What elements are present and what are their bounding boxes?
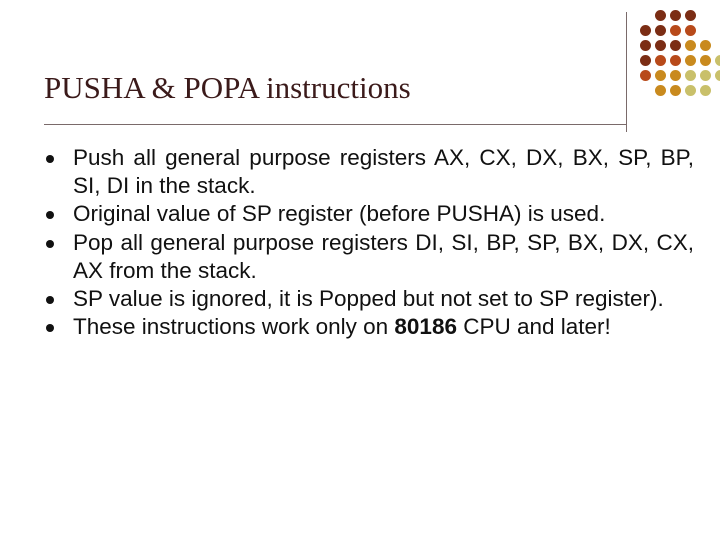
bullet-text: Push all general purpose registers AX, CX, DX, BX, SP, BP, SI, DI in the stack. — [73, 145, 694, 199]
decorative-dot — [670, 40, 681, 51]
decorative-dot — [700, 40, 711, 51]
decorative-dot — [640, 40, 651, 51]
decorative-dot — [715, 70, 720, 81]
bullet-item — [44, 285, 694, 313]
bullet-text-after: CPU and later! — [456, 314, 611, 340]
decorative-dot — [655, 70, 666, 81]
decorative-dot — [655, 55, 666, 66]
cpu-model-emphasis: 80186 — [394, 314, 457, 340]
slide-title: PUSHA & POPA instructions — [44, 70, 411, 105]
decorative-dot — [700, 70, 711, 81]
bullet-icon — [46, 240, 54, 248]
decorative-dot — [655, 85, 666, 96]
decorative-dot — [670, 85, 681, 96]
decorative-dot — [685, 25, 696, 36]
bullet-icon — [46, 296, 54, 304]
decorative-dot — [685, 85, 696, 96]
decorative-dot — [670, 70, 681, 81]
decorative-dot — [685, 40, 696, 51]
decorative-dot — [700, 55, 711, 66]
decorative-dot — [640, 55, 651, 66]
bullet-text-before: These instructions work only on — [73, 314, 395, 340]
bullet-text: Original value of SP register (before PUSHA) is used. — [73, 201, 606, 227]
bullet-icon — [46, 211, 54, 219]
decorative-dot — [655, 25, 666, 36]
vertical-divider — [626, 12, 627, 132]
bullet-text: SP value is ignored, it is Popped but not set to SP register). — [73, 286, 664, 312]
bullet-item — [44, 229, 694, 285]
decorative-dot — [700, 85, 711, 96]
bullet-item — [44, 313, 694, 341]
decorative-dot — [715, 55, 720, 66]
decorative-dot — [640, 25, 651, 36]
decorative-dot — [670, 25, 681, 36]
decorative-dot — [685, 55, 696, 66]
decorative-dot — [685, 70, 696, 81]
decorative-dot — [670, 55, 681, 66]
bullet-icon — [46, 155, 54, 163]
bullet-item — [44, 144, 694, 200]
decorative-dot — [655, 40, 666, 51]
title-underline — [44, 124, 627, 125]
bullet-list — [44, 144, 694, 341]
decorative-dot — [655, 10, 666, 21]
decorative-dot — [685, 10, 696, 21]
bullet-item — [44, 200, 694, 228]
decorative-dot-grid — [640, 10, 716, 110]
bullet-icon — [46, 324, 54, 332]
decorative-dot — [640, 70, 651, 81]
bullet-text: Pop all general purpose registers DI, SI, BP, SP, BX, DX, CX, AX from the stack. — [73, 229, 694, 283]
decorative-dot — [670, 10, 681, 21]
